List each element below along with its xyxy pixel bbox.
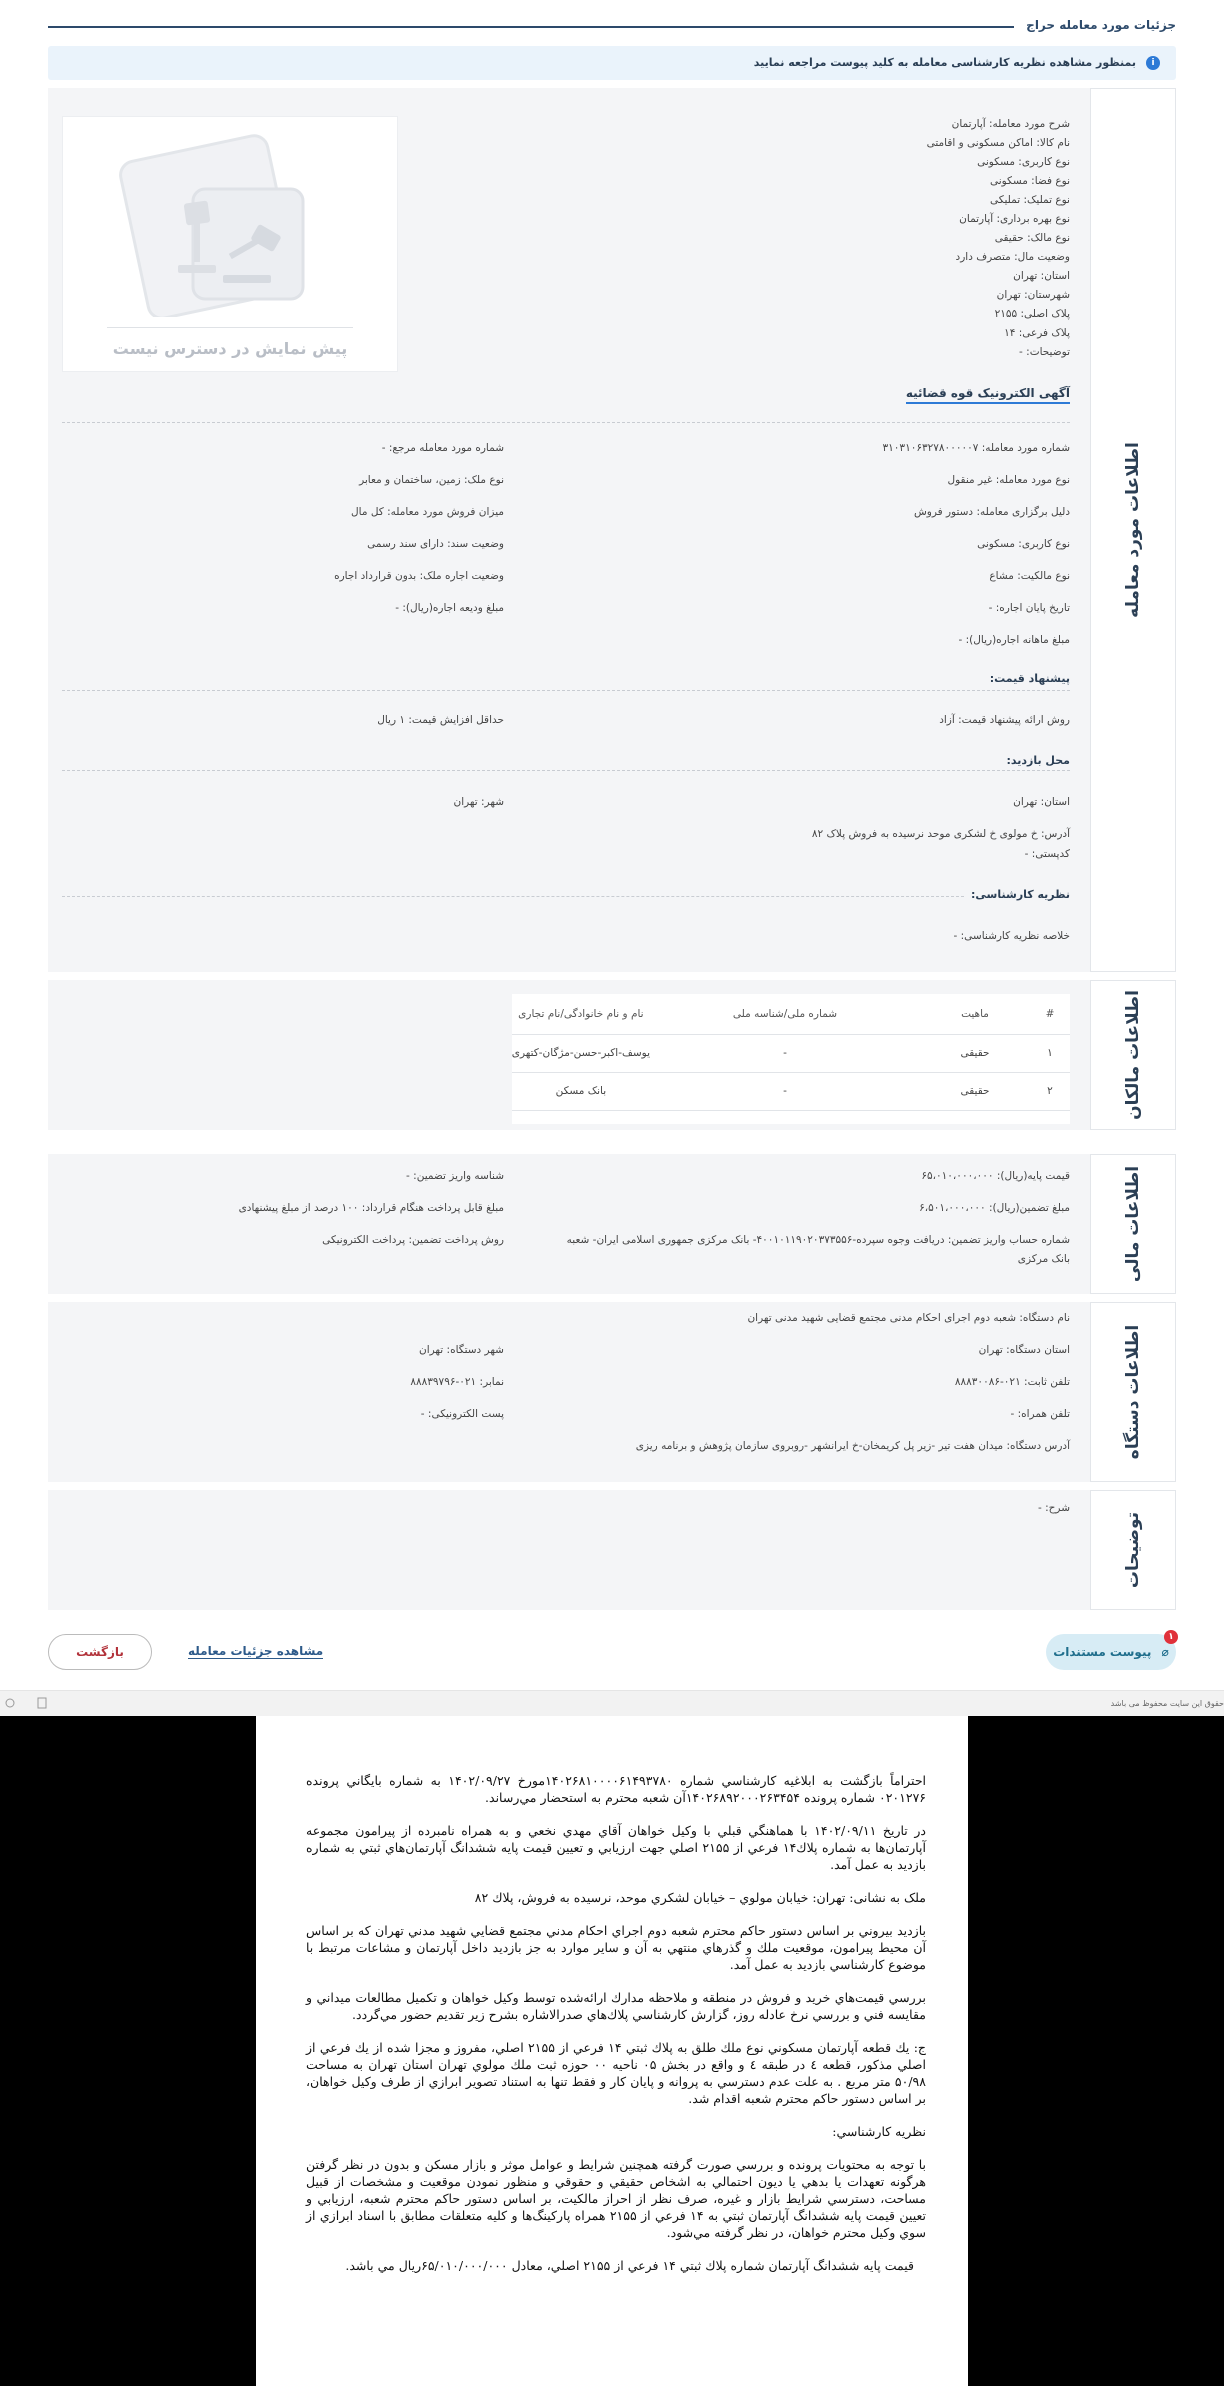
column-header: # — [1030, 994, 1070, 1034]
deal-reason: دلیل برگزاری معامله: دستور فروش — [913, 506, 1070, 518]
monthly-rent: مبلغ ماهانه اجاره(ریال): - — [958, 634, 1070, 646]
report-paragraph: ج: يك قطعه آپارتمان مسكوني نوع ملك طلق به پلاك ثبتي ۱۴ فرعي از ۲۱۵۵ اصلي، مفروز و مجزا شده از يك فرعي از اصلي مذكور، قطعه ٤ در طبقه ٤ و واقع در بخش ۰۵ ناحيه ۰۰ حوزه ثبت ملك مولوي تهران استان تهران به مساحت ۵۰/۹۸ متر مربع . به علت عدم دسترسي به پروانه و پايان كار و فقط تنها به استناد تصوير ابرازي از طرف وكيل خواهان، بر اساس دستور حاكم محترم شعبه اقدام شد. — [306, 2040, 926, 2106]
report-paragraph: بازديد بيروني بر اساس دستور حاكم محترم شعبه دوم اجراي احكام مدني مجتمع قضايي شهيد مدني تهران كه بر اساس آن محيط پيرامون، موقعيت ملك و گذرهاي منتهي به آن و ساير موارد به جز بازديد داخل آپارتمان و مشاعات مرتبط با موضوع كارشناسي بازديد به عمل آمد. — [306, 1923, 926, 1972]
device-mobile: تلفن همراه: - — [1010, 1408, 1070, 1420]
page-header — [48, 16, 1176, 38]
summary-usage: نوع کاربری: مسکونی — [977, 156, 1070, 168]
payable-amount: مبلغ قابل پرداخت هنگام قرارداد: ۱۰۰ درصد از مبلغ پیشنهادی — [238, 1202, 504, 1214]
deal-info-tab-label: اطلاعات مورد معامله — [1123, 442, 1143, 618]
judiciary-logo-icon — [4, 1695, 54, 1711]
offer-title: پیشنهاد قیمت: — [989, 672, 1070, 685]
summary-owner-type: نوع مالک: حقیقی — [994, 232, 1070, 244]
paperclip-icon: ⌀ — [1161, 1645, 1169, 1659]
column-header: نام و نام خانوادگی/نام تجاری — [512, 994, 650, 1034]
divider — [62, 690, 1070, 691]
deal-info-section — [48, 88, 1176, 972]
deed-status: وضعیت سند: دارای سند رسمی — [367, 538, 504, 550]
visit-city: شهر: تهران — [453, 796, 504, 808]
divider — [62, 422, 1070, 423]
attachments-count-badge: ۱ — [1164, 1630, 1178, 1644]
deal-info-body — [48, 88, 1084, 972]
payment-method: روش پرداخت تضمین: پرداخت الکترونیکی — [322, 1234, 504, 1246]
deal-ownership: نوع مالکیت: مشاع — [989, 570, 1070, 582]
copyright-text: حقوق این سایت محفوظ می باشد — [1110, 1699, 1224, 1708]
summary-status: وضعیت مال: متصرف دارد — [955, 251, 1070, 263]
description-tab[interactable] — [1090, 1490, 1176, 1610]
notice-text: بمنظور مشاهده نظریه کارشناسی معامله به کلید پیوست مراجعه نمایید — [753, 56, 1136, 69]
summary-ownership-type: نوع تملیک: تملیکی — [989, 194, 1070, 206]
base-price: قیمت پایه(ریال): ۶۵،۰۱۰،۰۰۰،۰۰۰ — [921, 1170, 1070, 1182]
rent-deposit: مبلغ ودیعه اجاره(ریال): - — [395, 602, 504, 614]
visit-address: آدرس: خ مولوی خ لشکری موحد نرسیده به فروش پلاک ۸۲ — [811, 828, 1070, 840]
summary-sub-plaque: پلاک فرعی: ۱۴ — [1004, 327, 1070, 339]
view-deal-details-link[interactable]: مشاهده جزئیات معامله — [188, 1644, 324, 1658]
owners-section — [48, 980, 1176, 1130]
summary-exploitation: نوع بهره برداری: آپارتمان — [959, 213, 1070, 225]
guarantee-amount: مبلغ تضمین(ریال): ۶،۵۰۱،۰۰۰،۰۰۰ — [919, 1202, 1070, 1214]
expert-report-document — [256, 1716, 968, 2386]
summary-space: نوع فضا: مسکونی — [989, 175, 1070, 187]
back-button[interactable]: بازگشت — [48, 1634, 152, 1670]
table-cell: - — [650, 1072, 920, 1110]
table-cell: ۱ — [1030, 1034, 1070, 1072]
owners-table — [512, 994, 1070, 1124]
report-conclusion: قيمت پايه ششدانگ آپارتمان شماره پلاك ثبتي ۱۴ فرعي از ۲۱۵۵ اصلي، معادل ۶۵/۰۱۰/۰۰۰/۰۰۰ريال مي باشد. — [345, 2258, 914, 2273]
footer-actions — [48, 1634, 1176, 1674]
expert-report-image — [0, 1716, 1224, 2386]
electronic-ad-link[interactable]: آگهی الکترونیک قوه قضائیه — [906, 386, 1070, 404]
site-footer — [0, 1690, 1224, 1716]
image-preview — [62, 116, 398, 372]
finance-body — [48, 1154, 1084, 1294]
device-address: آدرس دستگاه: میدان هفت تیر -زیر پل کریمخان-خ ایرانشهر -روبروی سازمان پژوهش و برنامه ریزی — [635, 1440, 1070, 1452]
device-fax: نمابر: ۰۲۱-۸۸۸۳۹۷۹۶ — [410, 1376, 504, 1388]
preview-unavailable-text: پیش نمایش در دسترس نیست — [112, 339, 348, 358]
report-heading: نظريه كارشناسي: — [832, 2124, 926, 2139]
preview-divider — [107, 327, 353, 328]
expert-title: نظریه کارشناسی: — [971, 888, 1070, 901]
device-phone: تلفن ثابت: ۰۲۱-۸۸۸۳۰۰۸۶ — [954, 1376, 1070, 1388]
property-type: نوع ملک: زمین، ساختمان و معابر — [359, 474, 504, 486]
report-paragraph: بررسي قيمت‌هاي خريد و فروش در منطقه و ملاحظه مدارك ارائه‌شده توسط وكيل خواهان و تكميل مطالعات ميداني و مقايسه فني و بررسي نرخ عادله روز، گزارش كارشناسي پلاك‌هاي صدرالاشاره بشرح زير تقديم حضور مي‌گردد. — [306, 1990, 926, 2022]
table-cell: - — [650, 1034, 920, 1072]
table-cell: حقیقی — [920, 1072, 1030, 1110]
divider — [62, 896, 964, 897]
rent-end-date: تاریخ پایان اجاره: - — [988, 602, 1070, 614]
rent-status: وضعیت اجاره ملک: بدون قرارداد اجاره — [334, 570, 504, 582]
owners-tab-label: اطلاعات مالکان — [1123, 990, 1143, 1120]
table-cell: بانک مسکن — [512, 1072, 650, 1110]
description-section — [48, 1490, 1176, 1610]
report-paragraph: در تاريخ ۱۴۰۲/۰۹/۱۱ با هماهنگي قبلي با وكيل خواهان آقاي مهدي نخعي و به همراه نامبرده از پيرامون مجموعه آپارتمان‌ها به شماره پلاك۱۴ فرعي از ۲۱۵۵ اصلي جهت ارزيابي و تعيين قيمت پايه ششدانگ آپارتمان‌هاي ثبتي به شماره بازديد به عمل آمد. — [306, 1823, 927, 1872]
device-name: نام دستگاه: شعبه دوم اجرای احکام مدنی مجتمع قضایی شهید مدنی تهران — [747, 1312, 1070, 1324]
report-paragraph: ملک به نشانی: تهران: خيابان مولوي – خيابان لشكري موحد، نرسيده به فروش، پلاك ۸۲ — [474, 1890, 926, 1905]
expert-summary: خلاصه نظریه کارشناسی: - — [953, 930, 1070, 942]
visit-province: استان: تهران — [1013, 796, 1070, 808]
guarantee-account: شماره حساب واریز تضمین: دریافت وجوه سپرده-۴۰۰۱۰۱۱۹۰۲۰۳۷۳۵۵۶- بانک مرکزی جمهوری اسلامی ایران- شعبه — [566, 1234, 1070, 1246]
deal-type: نوع مورد معامله: غیر منقول — [947, 474, 1070, 486]
summary-main-plaque: پلاک اصلی: ۲۱۵۵ — [994, 308, 1070, 320]
visit-title: محل بازدید: — [1006, 754, 1070, 767]
summary-province: استان: تهران — [1013, 270, 1070, 282]
table-cell: یوسف-اکبر-حسن-مژگان-کتهری — [512, 1034, 650, 1072]
deal-number: شماره مورد معامله: ۳۱۰۳۱۰۶۳۲۷۸۰۰۰۰۰۷ — [882, 442, 1070, 454]
device-body — [48, 1302, 1084, 1482]
device-city: شهر دستگاه: تهران — [419, 1344, 504, 1356]
summary-city: شهرستان: تهران — [996, 289, 1070, 301]
table-row — [512, 1072, 1070, 1110]
summary-item-name: نام کالا: اماکن مسکونی و اقامتی — [926, 137, 1070, 149]
summary-notes: توضیحات: - — [1019, 346, 1070, 358]
header-rule — [48, 26, 1056, 28]
device-province: استان دستگاه: تهران — [978, 1344, 1070, 1356]
visit-postal-code: کدپستی: - — [1024, 848, 1070, 860]
description-body — [48, 1490, 1084, 1610]
owners-body — [48, 980, 1084, 1130]
info-icon: i — [1146, 56, 1160, 70]
column-header: ماهیت — [920, 994, 1030, 1034]
divider — [62, 770, 1070, 771]
description-tab-label: توضیحات — [1123, 1511, 1143, 1589]
column-header: شماره ملی/شناسه ملی — [650, 994, 920, 1034]
reference-deal-number: شماره مورد معامله مرجع: - — [381, 442, 504, 454]
summary-description: شرح مورد معامله: آپارتمان — [951, 118, 1070, 130]
device-tab-label: اطلاعات دستگاه — [1123, 1324, 1143, 1460]
offer-method: روش ارائه پیشنهاد قیمت: آزاد — [939, 714, 1070, 726]
device-tab[interactable] — [1090, 1302, 1176, 1482]
description-text: شرح: - — [1037, 1502, 1070, 1514]
page-title: جزئیات مورد معامله حراج — [1014, 18, 1176, 32]
finance-section — [48, 1154, 1176, 1294]
device-email: پست الکترونیکی: - — [420, 1408, 504, 1420]
deal-usage: نوع کاربری: مسکونی — [977, 538, 1070, 550]
finance-tab[interactable] — [1090, 1154, 1176, 1294]
auction-gavel-icon — [63, 117, 399, 317]
guarantee-account-branch: بانک مرکزی — [1017, 1253, 1070, 1265]
table-cell: ۲ — [1030, 1072, 1070, 1110]
table-spacer-row — [512, 1110, 1070, 1124]
table-cell: حقیقی — [920, 1034, 1030, 1072]
device-section — [48, 1302, 1176, 1482]
sale-share: میزان فروش مورد معامله: کل مال — [351, 506, 504, 518]
finance-tab-label: اطلاعات مالی — [1123, 1165, 1143, 1283]
attachment-notice — [48, 46, 1176, 80]
table-header-row — [512, 994, 1070, 1034]
owners-tab[interactable] — [1090, 980, 1176, 1130]
attachments-button[interactable] — [1046, 1634, 1176, 1670]
guarantee-deposit-id: شناسه واریز تضمین: - — [406, 1170, 504, 1182]
table-row — [512, 1034, 1070, 1072]
report-paragraph: با توجه به محتويات پرونده و بررسي صورت گرفته همچنين شرايط و عوامل موثر و بازار مسكن و بدون در نظر گرفتن هرگونه تعهدات يا بدهي يا ديون احتمالي به اشخاص حقيقي و حقوقي و منظور نمودن موقعيت و مشخصات از قبيل مساحت، دسترسي شرايط بازار و غيره، صرف نظر از احراز مالكيت، بر اساس دستور حاكم محترم شعبه، ارزيابي و تعيين قيمت پايه ششدانگ آپارتمان ثبتي به ۱۴ فرعي از ۲۱۵۵ همراه پاركينگ‌ها و كليه متعلقات مطابق با اسناد ابرازي از سوي وكيل محترم خواهان، در نظر گرفته مي‌شود. — [306, 2157, 926, 2240]
min-increase: حداقل افزایش قیمت: ۱ ریال — [377, 714, 504, 726]
attachments-button-label: پیوست مستندات — [1053, 1645, 1152, 1659]
report-paragraph: احتراماً بازگشت به ابلاغیه كارشناسي شماره ۱۴۰۲۶۸۱۰۰۰۰۶۱۴۹۳۷۸۰مورخ ۱۴۰۲/۰۹/۲۷ به شماره بایگاني پرونده ۰۲۰۱۲۷۶ شماره پرونده ۱۴۰۲۶۸۹۲۰۰۰۲۶۳۴۵۴آن شعبه محترم به استحضار مي‌رساند. — [306, 1773, 927, 1805]
deal-info-tab[interactable] — [1090, 88, 1176, 972]
